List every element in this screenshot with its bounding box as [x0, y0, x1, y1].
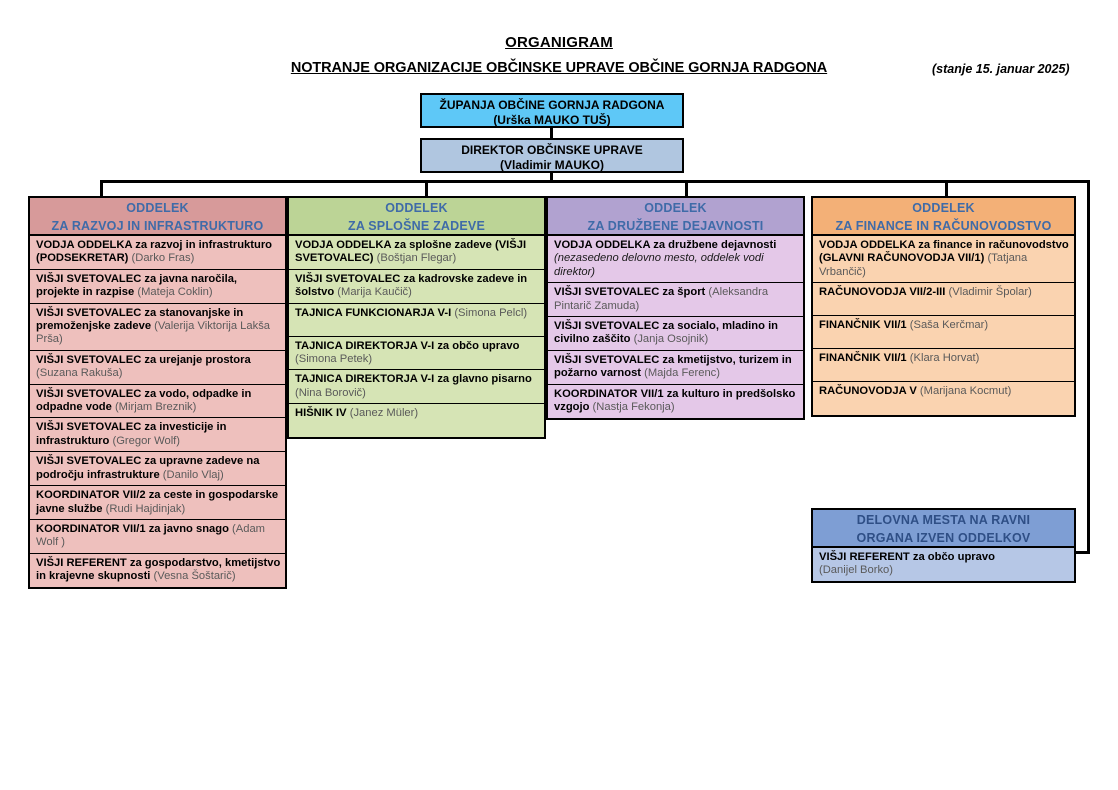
position-cell[interactable]: [813, 316, 1074, 349]
outside-unit-header: [811, 508, 1076, 548]
position-holder-name: (Mirjam Breznik): [111, 401, 197, 414]
position-role: KOORDINATOR VII/1 za javno snago: [36, 522, 229, 535]
position-holder-name: (Janja Osojnik): [630, 333, 709, 346]
position-role: HIŠNIK IV: [295, 407, 347, 420]
position-role: FINANČNIK VII/1: [819, 319, 907, 332]
position-holder-name: (Valerija Viktorija Lakša Prša): [36, 320, 271, 346]
position-role: VODJA ODDELKA za družbene dejavnosti: [554, 239, 777, 251]
position-cell[interactable]: [30, 418, 285, 452]
position-cell[interactable]: [813, 349, 1074, 382]
position-cell[interactable]: [30, 385, 285, 419]
director-role: DIREKTOR OBČINSKE UPRAVE: [461, 143, 643, 157]
position-holder-name: (Aleksandra Pintarič Zamuda): [554, 286, 769, 312]
position-role: TAJNICA FUNKCIONARJA V-I: [295, 306, 452, 319]
department-header-3[interactable]: [546, 196, 805, 236]
position-holder-name: (Nastja Fekonja): [589, 401, 675, 414]
director-box[interactable]: [420, 138, 684, 173]
department-header-line1: ODDELEK: [912, 201, 975, 215]
position-role: VIŠJI SVETOVALEC za javna naročila, projekte in razpise: [36, 272, 238, 299]
position-note: (nezasedeno delovno mesto, oddelek vodi direktor): [554, 252, 764, 278]
position-holder-name: (Mateja Coklin): [134, 286, 213, 299]
department-header-line1: ODDELEK: [385, 201, 448, 215]
connector-horizontal-bus: [100, 180, 1090, 183]
department-header-line2: ZA RAZVOJ IN INFRASTRUKTURO: [51, 219, 264, 233]
connector-drop-dept-2: [425, 180, 428, 196]
position-holder-name: (Adam Wolf ): [36, 522, 265, 549]
position-cell[interactable]: [813, 236, 1074, 283]
department-column-4: [811, 196, 1076, 417]
position-cell[interactable]: [813, 382, 1074, 415]
position-role: VIŠJI SVETOVALEC za socialo, mladino in civilno zaščito: [554, 320, 779, 346]
title-main: ORGANIGRAM: [505, 34, 613, 51]
position-holder-name: (Danijel Borko): [819, 564, 893, 577]
position-role: VIŠJI SVETOVALEC za stanovanjske in premoženjske zadeve: [36, 306, 244, 333]
position-role: VIŠJI SVETOVALEC za urejanje prostora: [36, 353, 251, 366]
position-role: KOORDINATOR VII/2 za ceste in gospodarske javne službe: [36, 489, 279, 515]
department-column-3: [546, 196, 805, 420]
position-holder-name: (Boštjan Flegar): [373, 252, 457, 265]
position-cell[interactable]: [30, 452, 285, 486]
director-name: (Vladimir MAUKO): [499, 158, 604, 172]
position-holder-name: (Marija Kaučič): [334, 286, 412, 299]
position-holder-name: (Gregor Wolf): [109, 434, 181, 447]
position-role: VODJA ODDELKA za splošne zadeve (VIŠJI SVETOVALEC): [295, 239, 527, 265]
position-role: VIŠJI SVETOVALEC za investicije in infrastrukturo: [36, 421, 227, 447]
department-header-1[interactable]: [28, 196, 287, 236]
position-holder-name: (Tatjana Vrbančič): [819, 252, 1028, 278]
connector-drop-outside-vertical: [1087, 180, 1090, 553]
page-title: [0, 34, 1118, 52]
department-header-4[interactable]: [811, 196, 1076, 236]
outside-unit-header-line1: DELOVNA MESTA NA RAVNI: [856, 513, 1031, 527]
department-header-line1: ODDELEK: [126, 201, 189, 215]
department-header-line2: ZA SPLOŠNE ZADEVE: [348, 219, 485, 233]
mayor-box[interactable]: [420, 93, 684, 128]
position-cell[interactable]: [289, 304, 544, 337]
position-role: VODJA ODDELKA za finance in računovodstvo (GLAVNI RAČUNOVODJA VII/1): [819, 239, 1069, 265]
position-holder-name: (Majda Ferenc): [641, 367, 720, 380]
position-cell[interactable]: [30, 270, 285, 304]
connector-drop-dept-1: [100, 180, 103, 196]
position-cell[interactable]: [30, 554, 285, 587]
department-column-1: [28, 196, 287, 589]
position-cell[interactable]: [548, 317, 803, 351]
position-holder-name: (Marijana Kocmut): [916, 385, 1012, 398]
department-body-4: [811, 236, 1076, 417]
position-holder-name: (Rudi Hajdinjak): [102, 502, 186, 515]
department-body-3: [546, 236, 805, 420]
position-role: VIŠJI REFERENT za gospodarstvo, kmetijstvo in krajevne skupnosti: [36, 556, 281, 583]
position-cell[interactable]: [548, 236, 803, 283]
position-cell[interactable]: [813, 548, 1074, 581]
position-role: KOORDINATOR VII/1 za kulturo in predšolsko vzgojo: [554, 387, 796, 414]
position-holder-name: (Darko Fras): [128, 252, 195, 265]
position-role: VIŠJI SVETOVALEC za šport: [554, 286, 706, 299]
position-holder-name: (Simona Pelcl): [451, 306, 528, 319]
connector-mayor-director: [550, 128, 553, 138]
department-header-line1: ODDELEK: [644, 201, 707, 215]
department-header-line2: ZA DRUŽBENE DEJAVNOSTI: [587, 219, 764, 233]
position-role: VODJA ODDELKA za razvoj in infrastrukturo (PODSEKRETAR): [36, 239, 273, 265]
position-cell[interactable]: [548, 351, 803, 385]
position-cell[interactable]: [548, 283, 803, 317]
position-role: VIŠJI SVETOVALEC za upravne zadeve na področju infrastrukture: [36, 455, 260, 481]
position-role: TAJNICA DIREKTORJA V-I za občo upravo: [295, 339, 520, 352]
position-holder-name: (Vladimir Špolar): [945, 286, 1032, 299]
department-body-1: [28, 236, 287, 589]
position-cell[interactable]: [289, 270, 544, 304]
position-cell[interactable]: [30, 304, 285, 351]
outside-unit-header-line2: ORGANA IZVEN ODDELKOV: [856, 531, 1031, 545]
department-header-line2: ZA FINANCE IN RAČUNOVODSTVO: [835, 219, 1052, 233]
position-cell[interactable]: [813, 283, 1074, 316]
title-subtitle: NOTRANJE ORGANIZACIJE OBČINSKE UPRAVE OBČINE GORNJA RADGONA: [290, 60, 828, 76]
title-date: (stanje 15. januar 2025): [932, 62, 1070, 76]
position-role: TAJNICA DIREKTORJA V-I za glavno pisarno: [295, 373, 532, 386]
connector-drop-dept-3: [685, 180, 688, 196]
department-header-2[interactable]: [287, 196, 546, 236]
position-role: VIŠJI SVETOVALEC za kmetijstvo, turizem in požarno varnost: [554, 353, 792, 380]
position-cell[interactable]: [548, 385, 803, 418]
position-cell[interactable]: [30, 236, 285, 270]
position-holder-name: (Simona Petek): [295, 353, 373, 366]
position-cell[interactable]: [30, 351, 285, 385]
position-cell[interactable]: [30, 486, 285, 520]
position-holder-name: (Vesna Šoštarič): [150, 570, 236, 583]
mayor-name: (Urška MAUKO TUŠ): [493, 113, 611, 127]
position-cell[interactable]: [289, 236, 544, 270]
position-role: VIŠJI REFERENT za občo upravo: [819, 551, 995, 563]
position-holder-name: (Nina Borovič): [295, 386, 366, 399]
outside-unit-body: [811, 548, 1076, 583]
position-cell[interactable]: [289, 370, 544, 404]
position-holder-name: (Saša Kerčmar): [906, 319, 989, 332]
department-body-2: [287, 236, 546, 439]
position-holder-name: (Danilo Vlaj): [159, 468, 224, 481]
position-role: VIŠJI SVETOVALEC za kadrovske zadeve in šolstvo: [295, 272, 528, 299]
position-cell[interactable]: [289, 404, 544, 437]
position-role: VIŠJI SVETOVALEC za vodo, odpadke in odpadne vode: [36, 387, 252, 414]
position-role: FINANČNIK VII/1: [819, 352, 907, 365]
position-cell[interactable]: [30, 520, 285, 554]
position-role: RAČUNOVODJA VII/2-III: [819, 286, 946, 299]
outside-unit-box: [811, 508, 1076, 583]
position-holder-name: (Janez Müler): [346, 407, 419, 420]
position-cell[interactable]: [289, 337, 544, 371]
position-role: RAČUNOVODJA V: [819, 385, 917, 398]
connector-drop-dept-4: [945, 180, 948, 196]
connector-drop-outside-horizontal: [1076, 551, 1090, 554]
position-holder-name: (Klara Horvat): [906, 352, 980, 365]
mayor-role: ŽUPANJA OBČINE GORNJA RADGONA: [439, 98, 665, 112]
position-holder-name: (Suzana Rakuša): [36, 367, 123, 380]
department-column-2: [287, 196, 546, 439]
